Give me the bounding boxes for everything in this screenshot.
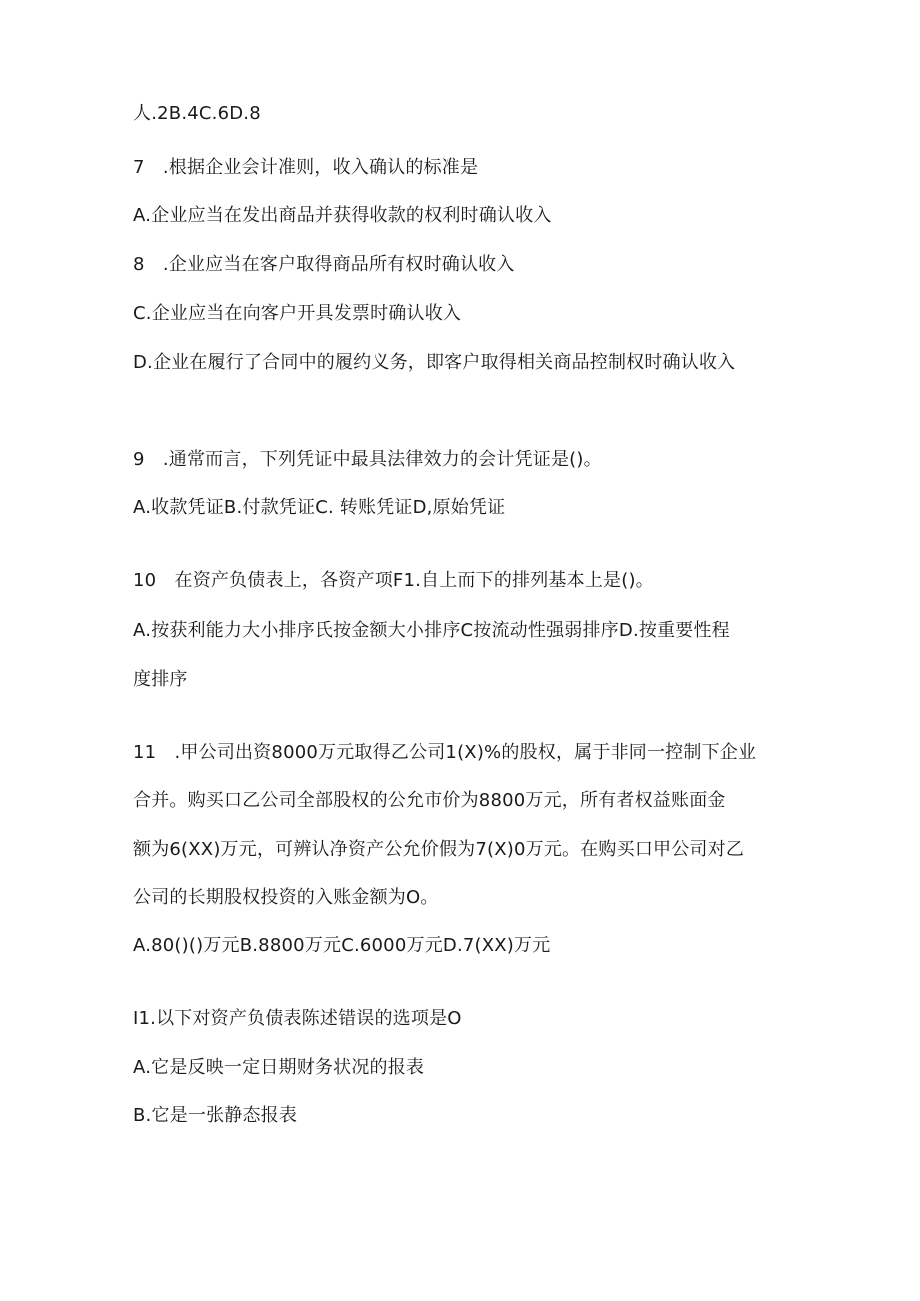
question-11-line-1: 11 .甲公司出资8000万元取得乙公司1(X)%的股权，属于非同一控制下企业 <box>133 742 757 763</box>
q7-option-a: A.企业应当在发出商品并获得收款的权利时确认收入 <box>133 205 552 226</box>
q11-options: A.80()()万元B.8800万元C.6000万元D.7(XX)万元 <box>133 935 551 956</box>
question-11-line-4: 公司的长期股权投资的入账金额为O。 <box>133 887 439 908</box>
q7-option-c: C.企业应当在向客户开具发票时确认收入 <box>133 303 462 324</box>
question-11-line-3: 额为6(XX)万元，可辨认净资产公允价假为7(X)0万元。在购买口甲公司对乙 <box>133 839 745 860</box>
question-11-line-2: 合并。购买口乙公司全部股权的公允市价为8800万元，所有者权益账面金 <box>133 790 726 811</box>
q8-line: 8 .企业应当在客户取得商品所有权时确认收入 <box>133 254 515 275</box>
answer-options-line: 人.2B.4C.6D.8 <box>133 103 261 124</box>
q10-options-continued: 度排序 <box>133 669 188 690</box>
question-9: 9 .通常而言，下列凭证中最具法律效力的会计凭证是()。 <box>133 449 602 470</box>
question-7: 7 .根据企业会计准则，收入确认的标准是 <box>133 157 479 178</box>
question-i1: I1.以下对资产负债表陈述错误的选项是O <box>133 1008 462 1029</box>
q9-options: A.收款凭证B.付款凭证C. 转账凭证D,原始凭证 <box>133 497 506 518</box>
qi1-option-b: B.它是一张静态报表 <box>133 1105 298 1126</box>
q7-option-d: D.企业在履行了合同中的履约义务，即客户取得相关商品控制权时确认收入 <box>133 352 736 373</box>
q10-options: A.按获利能力大小排序氏按金额大小排序C按流动性强弱排序D.按重要性程 <box>133 620 730 641</box>
question-10: 10 在资产负债表上，各资产项F1.自上而下的排列基本上是()。 <box>133 570 654 591</box>
qi1-option-a: A.它是反映一定日期财务状况的报表 <box>133 1057 425 1078</box>
